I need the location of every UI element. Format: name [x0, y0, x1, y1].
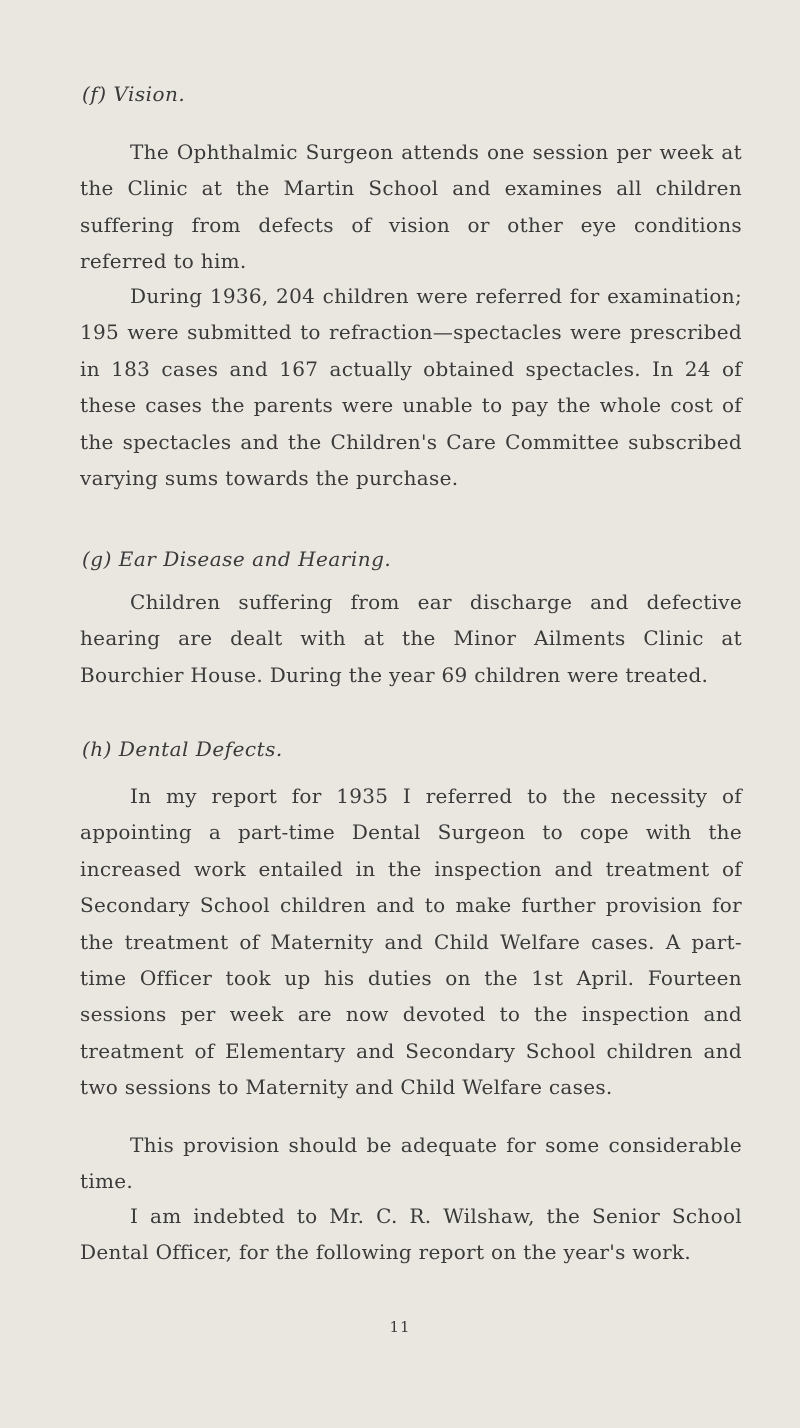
section-heading-ear: (g) Ear Disease and Hearing.: [82, 547, 392, 571]
ear-paragraph-1: Children suffering from ear discharge and defective hearing are dealt with at the Minor Ailments Clinic at Bourchier House. During the year 69 children were treated.: [80, 590, 742, 687]
section-heading-vision: (f) Vision.: [82, 82, 186, 106]
section-heading-dental: (h) Dental Defects.: [82, 737, 283, 761]
vision-paragraph-1: The Ophthalmic Surgeon attends one session per week at the Clinic at the Martin School and examines all children suffering from defects of vision or other eye conditions referred to him.: [80, 140, 742, 274]
page-number: 11: [389, 1318, 411, 1336]
dental-paragraph-3: I am indebted to Mr. C. R. Wilshaw, the Senior School Dental Officer, for the following report on the year's work.: [80, 1204, 742, 1265]
vision-paragraph-2: During 1936, 204 children were referred for examination; 195 were submitted to refraction—spectacles were prescribed in 183 cases and 167 actually obtained spectacles. In 24 of these cases the parents were unable to pay the whole cost of the spectacles and the Children's Care Committee subscribed varying sums towards the purchase.: [80, 284, 742, 491]
dental-paragraph-1: In my report for 1935 I referred to the necessity of appointing a part-time Dental Surgeon to cope with the increased work entailed in the inspection and treatment of Secondary School children and to make further provision for the treatment of Maternity and Child Welfare cases. A part-time Officer took up his duties on the 1st April. Fourteen sessions per week are now devoted to the inspection and treatment of Elementary and Secondary School children and two sessions to Maternity and Child Welfare cases.: [80, 784, 742, 1100]
dental-paragraph-2: This provision should be adequate for some considerable time.: [80, 1133, 742, 1194]
